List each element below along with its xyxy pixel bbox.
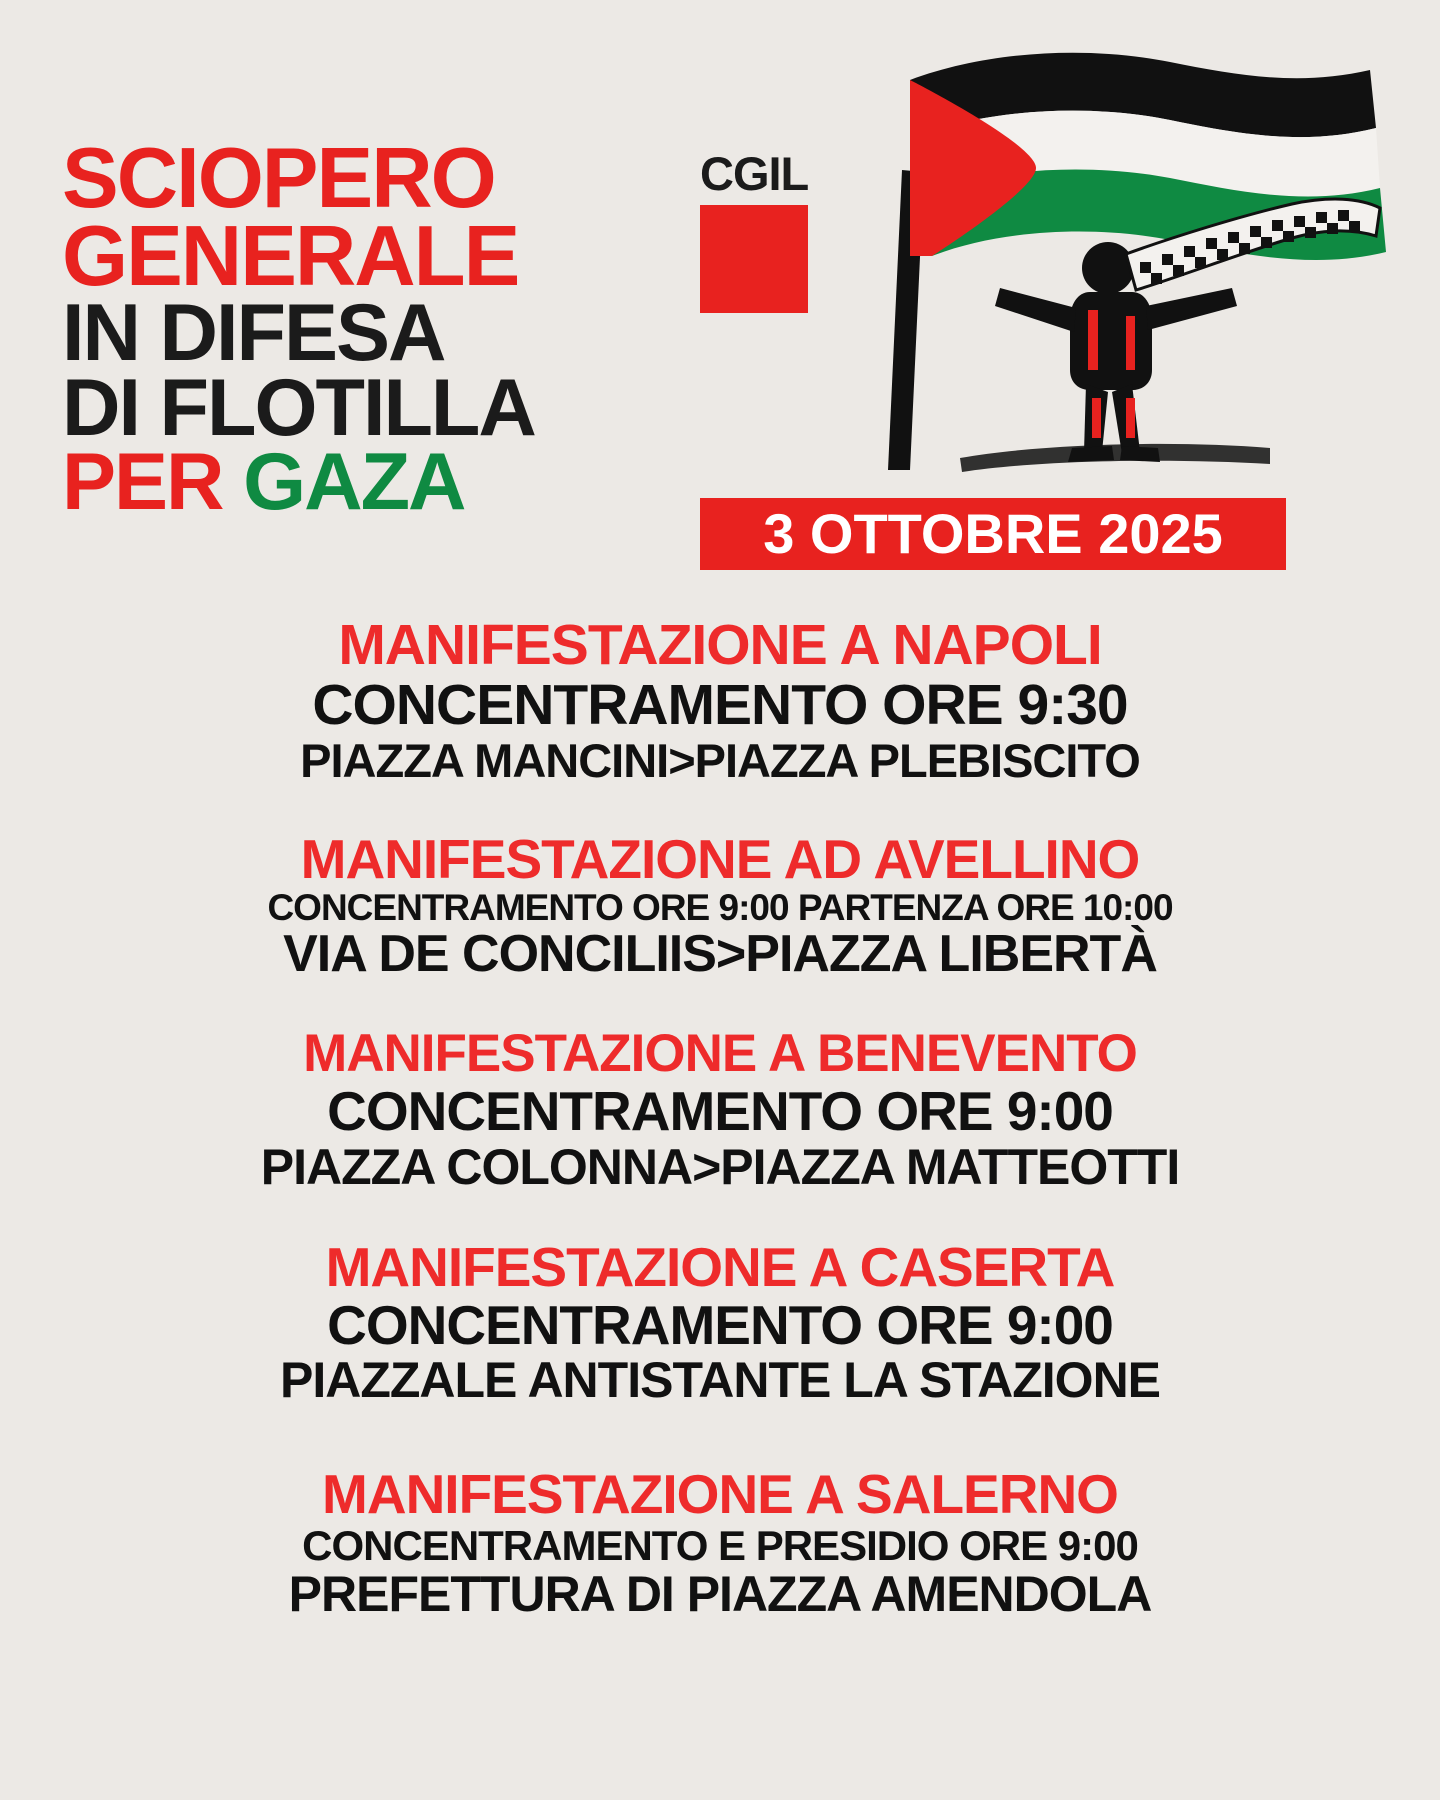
cgil-logo-text: CGIL: [700, 147, 809, 200]
palestinian-flag-icon: [840, 40, 1420, 510]
event-avellino: [0, 827, 1440, 984]
event-city: MANIFESTAZIONE A BENEVENTO: [303, 1024, 1137, 1084]
headline-line-4: DI FLOTILLA: [62, 362, 535, 453]
event-benevento: [0, 1026, 1440, 1193]
event-place: PIAZZA MANCINI>PIAZZA PLEBISCITO: [300, 733, 1140, 787]
cgil-logo: [700, 147, 820, 313]
headline-line-3: IN DIFESA: [62, 288, 445, 379]
headline-line-5-green: GAZA: [243, 437, 465, 528]
event-city: MANIFESTAZIONE A NAPOLI: [338, 613, 1102, 677]
event-time: CONCENTRAMENTO ORE 9:30: [312, 673, 1128, 738]
event-city: MANIFESTAZIONE AD AVELLINO: [300, 827, 1140, 890]
events-list: [0, 615, 1440, 1665]
headline-line-1: SCIOPERO: [62, 131, 495, 226]
date-banner-text: 3 OTTOBRE 2025: [763, 502, 1223, 565]
event-time: CONCENTRAMENTO E PRESIDIO ORE 9:00: [302, 1521, 1138, 1569]
event-place: PIAZZA COLONNA>PIAZZA MATTEOTTI: [260, 1138, 1180, 1195]
cgil-logo-square: [700, 205, 808, 313]
headline-line-5-red: PER: [62, 437, 223, 528]
headline-line-2: GENERALE: [62, 209, 519, 305]
event-time: CONCENTRAMENTO ORE 9:00 PARTENZA ORE 10:00: [267, 886, 1173, 928]
headline-block: [62, 131, 702, 528]
poster-header: [0, 0, 1440, 610]
event-city: MANIFESTAZIONE A SALERNO: [322, 1463, 1118, 1526]
event-caserta: [0, 1235, 1440, 1409]
event-time: CONCENTRAMENTO ORE 9:00: [327, 1080, 1113, 1143]
event-place: PIAZZALE ANTISTANTE LA STAZIONE: [279, 1352, 1161, 1409]
event-time: CONCENTRAMENTO ORE 9:00: [327, 1294, 1113, 1357]
date-banner: [700, 498, 1286, 570]
event-place: VIA DE CONCILIIS>PIAZZA LIBERTÀ: [283, 925, 1157, 984]
event-place: PREFETTURA DI PIAZZA AMENDOLA: [288, 1566, 1152, 1623]
event-salerno: [0, 1465, 1440, 1621]
headline-line-5: [62, 437, 702, 528]
event-city: MANIFESTAZIONE A CASERTA: [325, 1235, 1115, 1298]
event-napoli: [0, 615, 1440, 786]
